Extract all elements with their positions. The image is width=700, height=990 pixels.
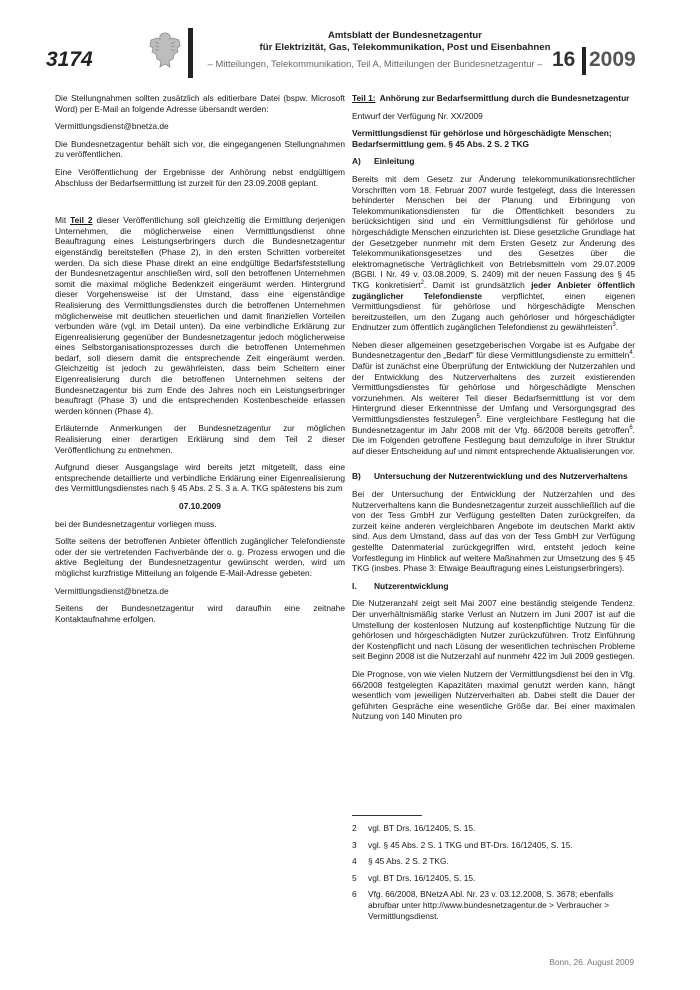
paragraph: Seitens der Bundesnetzagentur wird daraufhin eine zeitnahe Kontaktaufnahme erfolgen. <box>55 603 345 624</box>
section-heading-b <box>352 471 635 482</box>
deadline-date: 07.10.2009 <box>179 501 221 511</box>
issue-year: 2009 <box>589 48 636 71</box>
footnote <box>352 840 635 851</box>
right-column <box>352 93 635 729</box>
part-title: Anhörung zur Bedarfsermittlung durch die Bundesnetzagentur <box>379 93 630 103</box>
issue-number: 16 <box>552 48 576 71</box>
text: dieser Veröffentlichung soll gleichzeitig die Ermittlung derjenigen Unternehmen, die möglicherweise einen Vermittlungsdienst ohne Beauftragung eines Leistungserbringers durch die Bundesnetzagentur eigenständig bereitstellen (Phase 2), in den ersten Schritten vorbereitet werden. Da sich diese Phase direkt an eine endgültige Bedarfsfeststellung der Bundesnetzagentur anschließen wird, soll den betroffenen Unternehmen somit die maximal mögliche Bedenkzeit eingeräumt werden. Hintergrund dieser Vorgehensweise ist der Umstand, dass eine eigenständige Realisierung des Vermittlungsdienstes durch die betroffenen Unternehmen möglicherweise mit deutlichen steuerlichen und damit finanziellen Vorteilen verbunden wäre (vgl. im Detail unten). Da eine verbindliche Erklärung zur Eigenrealisierung gegenüber der Bundesnetzagentur jedoch möglicherweise eines Selbstorganisationsprozesses durch die betroffenen Unternehmen bedarf, soll diesem damit die entsprechende Zeit eingeräumt werden. Gleichzeitig ist jedoch zu gewährleisten, dass beim Scheitern einer Eigenrealisierung durch die betroffenen Unternehmen seitens der Bundesnetzagentur bis zum Ende des Jahres noch ein Leistungserbringer beauftragt (Phase 3) und die entsprechenden Kostenbescheide erlassen werden können (Phase 4). <box>55 215 345 416</box>
footnote-ref: 6 <box>629 424 633 431</box>
text: . Eine vergleichbare Festlegung hat die Bundesnetzagentur im Jahr 2008 mit der Vfg. 66/2008 bereits getroffen <box>352 414 635 435</box>
section-title: Einleitung <box>374 156 415 167</box>
footnote-text: vgl. BT Drs. 16/12405, S. 15. <box>368 823 476 833</box>
emphasis: jeder Anbieter öffentlich zugänglicher Telefondienste <box>352 279 635 301</box>
footnote-number: 4 <box>352 856 357 867</box>
gazette-title-line1: Amtsblatt der Bundesnetzagentur <box>327 30 483 41</box>
part-heading <box>352 93 635 104</box>
footnote-number: 3 <box>352 839 357 850</box>
email-address: Vermittlungsdienst@bnetza.de <box>55 121 169 132</box>
paragraph: Bereits mit dem Gesetz zur Änderung telekommunikationsrechtlicher Vorschriften vom 18. Februar 2007 wurde festgelegt, dass die Interessen behinderter Menschen bei der Planung und Erbringung von Telekommunikationsdiensten für die Öffentlichkeit besonders zu berücksichtigen sind und ein Vermittlungsdienst für gehörlose und hörgeschädigte Menschen einzurichten ist. Diese gesetzliche Grundlage hat der Gesetzgeber nunmehr mit dem Ersten Gesetz zur Änderung des Telekommunikationsgesetzes und des Gesetzes über die elektromagnetische Verträglichkeit von Betriebsmitteln vom 29.07.2009 (BGBl. I Nr. 49 v. 03.08.2009, S. 2409) mit der neuen Fassung des § 45 TKG konkretisiert$^2$. Damit ist grundsätzlich jeder Anbieter öffentlich zugänglicher Telefondienste verpflichtet, einen eigenen Vermittlungsdienst für gehörlose und hörgeschädigte Menschen bereitzustellen, um den Zugang auch gehörloser und hörgeschädigter Endnutzer zum öffentlich zugänglichen Telefondienst zu gewährleisten$^3$. <box>352 173 635 333</box>
decision-heading-line2: Bedarfsermittlung gem. § 45 Abs. 2 S. 2 TKG <box>352 138 530 149</box>
page-number: 3174 <box>46 48 93 71</box>
footnote <box>352 873 635 884</box>
email-address: Vermittlungsdienst@bnetza.de <box>55 585 169 596</box>
paragraph: Sollte seitens der betroffenen Anbieter öffentlich zugänglicher Telefondienste oder der sie vertretenden Fachverbände der o. g. Prozess erwogen und die aktive Begleitung der Bundesnetzagentur gewünscht werden, wird um möglichst kurzfristige Mitteilung an folgende E-Mail-Adresse gebeten: <box>55 536 345 578</box>
footnote-number: 2 <box>352 823 357 833</box>
footnote-number: 5 <box>352 872 357 883</box>
decision-heading-line1: Vermittlungsdienst für gehörlose und hörgeschädigte Menschen; <box>352 128 612 139</box>
section-label: A) <box>352 156 361 167</box>
paragraph: Die Bundesnetzagentur behält sich vor, die eingegangenen Stellungnahmen zu veröffentlichen. <box>55 138 345 160</box>
left-column <box>55 93 345 631</box>
text: Neben dieser allgemeinen gesetzgeberischen Vorgabe ist es Aufgabe der Bundesnetzagentur den „Bedarf" für diese Vermittlungsdienste zu ermitteln <box>352 339 635 361</box>
gazette-title-line2: für Elektrizität, Gas, Telekommunikation, Post und Eisenbahnen <box>259 42 551 53</box>
text: . Damit ist grundsätzlich <box>424 279 532 290</box>
decision-heading <box>352 128 635 149</box>
footnote <box>352 823 635 834</box>
footnotes <box>352 823 635 927</box>
paragraph: Die Prognose, von wie vielen Nutzern der Vermittlungsdienst bei den in Vfg. 66/2008 festgelegten Kapazitäten maximal genutzt werden kann, hängt wesentlich vom jeweiligen Nutzerverhalten ab. Dabei stellt die Dauer der geführten Gespräche eine wesentliche Größe dar. Bei einer maximalen Nutzung von 140 Minuten pro <box>352 668 635 722</box>
footnote <box>352 856 635 867</box>
paragraph: Die Stellungnahmen sollten zusätzlich als editierbare Datei (bspw. Microsoft Word) per E-Mail an folgende Adresse übersandt werden: <box>55 93 345 114</box>
footnote-text: vgl. § 45 Abs. 2 S. 1 TKG und BT-Drs. 16/12405, S. 15. <box>368 839 573 850</box>
part-label: Teil 1: <box>352 93 376 103</box>
footnote-text: vgl. BT Drs. 16/12405, S. 15. <box>368 872 476 883</box>
footnote-ref: 4 <box>629 350 633 357</box>
paragraph: Erläuternde Anmerkungen der Bundesnetzagentur zur möglichen Realisierung einer derartigen Erklärung sind dem Teil 2 dieser Veröffentlichung zu entnehmen. <box>55 423 345 455</box>
paragraph: Die Nutzeranzahl zeigt seit Mai 2007 eine beständig steigende Tendenz. Der unverhältnismäßig starke Verlust an Nutzern im Juni 2007 ist auf die Umstellung der kostenlosen Nutzung auf kostenpflichtige Nutzung für die gehörlosen und hörgeschädigten Nutzer zurückzuführen. Trotz Einführung der Kostenpflicht und nach Lösung der wesentlichen technischen Probleme seit Beginn 2008 ist die Nutzerzahl auf nunmehr 422 im Juli 2009 gestiegen. <box>352 598 635 662</box>
section-label: B) <box>352 471 361 482</box>
paragraph <box>55 215 345 416</box>
paragraph: Aufgrund dieser Ausgangslage wird bereits jetzt mitgeteilt, dass eine entsprechende detaillierte und verbindliche Erklärung einer Eigenrealisierung des Vermittlungsdienstes nach § 45 Abs. 2 S. 3 a. A. TKG spätestens bis zum <box>55 462 345 494</box>
footnote-number: 6 <box>352 889 357 900</box>
section-title: Nutzerentwicklung <box>374 580 449 591</box>
footnote-ref: 3 <box>612 322 616 329</box>
issue-divider <box>582 47 586 75</box>
header-divider <box>188 28 193 78</box>
footnote-ref: 2 <box>420 280 424 287</box>
text: . Die im Folgenden getroffene Festlegung baut demzufolge in ihrer Struktur auf dieser Entscheidung auf und nimmt entsprechende Aktualisierungen vor. <box>352 424 635 456</box>
draft-number: Entwurf der Verfügung Nr. XX/2009 <box>352 110 483 121</box>
paragraph: Eine Veröffentlichung der Ergebnisse der Anhörung nebst endgültigem Abschluss der Bedarfsermittlung ist zurzeit für den 23.09.2008 geplant. <box>55 166 345 188</box>
section-title: Untersuchung der Nutzerentwicklung und des Nutzerverhaltens <box>374 471 628 482</box>
paragraph: Bei der Untersuchung der Entwicklung der Nutzerzahlen und des Nutzerverhaltens kann die Bundesnetzagentur zurzeit ausschließlich auf die von der Tess GmbH zur Verfügung gestellten Daten zurückgreifen, da zurzeit keine anderen vergleichbaren Angebote im deutschen Markt aktiv sind. Aus dem Umstand, dass auf das von der Tess GmbH zur Verfügung gestellte Datenmaterial zurückgegriffen wird, entsteht jedoch keine Vorfestlegung im Hinblick auf weitere Maßnahmen zur Umsetzung des § 45 TKG (insbes. Phase 3: Etwaige Beauftragung eines Leistungserbringers). <box>352 489 635 574</box>
footnote-ref: 5 <box>476 414 480 421</box>
footnote-divider <box>352 815 422 816</box>
text: Mit <box>55 215 71 226</box>
gazette-title <box>200 30 610 54</box>
footnote <box>352 889 635 921</box>
page-footer: Bonn, 26. August 2009 <box>549 957 634 967</box>
paragraph: bei der Bundesnetzagentur vorliegen muss. <box>55 518 217 529</box>
text: Bereits mit dem Gesetz zur Änderung telekommunikationsrechtlicher Vorschriften vom 18. Februar 2007 wurde festgelegt, dass die Interessen behinderter Menschen bei der Planung und Erbringung von Telekommunikationsdiensten für die Öffentlichkeit besonders zu berücksichtigen sind und ein Vermittlungsdienst für gehörlose und hörgeschädigte Menschen einzurichten ist. Diese gesetzliche Grundlage hat der Gesetzgeber nunmehr mit dem Ersten Gesetz zur Änderung des Telekommunikationsgesetzes und des Gesetzes über die elektromagnetische Verträglichkeit von Betriebsmitteln vom 29.07.2009 (BGBl. I Nr. 49 v. 03.08.2009, S. 2409) mit der neuen Fassung des § 45 TKG konkretisiert <box>352 173 635 290</box>
footnote-text: Vfg. 66/2008, BNetzA Abl. Nr. 23 v. 03.12.2008, S. 3678; ebenfalls abrufbar unter http://www.bundesnetzagentur.de > Verbraucher > Vermittlungsdienst. <box>368 889 614 921</box>
federal-eagle-icon <box>148 30 182 70</box>
text: . Dafür ist zunächst eine Überprüfung der Entwicklung der Nutzerzahlen und der Entwicklung des Nutzerverhaltens des zurzeit existierenden Vermittlungsdienstes für gehörlose und hörgeschädigte Menschen vorzunehmen. Als weiterer Teil dieser Bedarfsermittlung ist vor dem Hintergrund dieser Erkenntnisse der Umfang und Versorgungsgrad des Vermittlungsdienstes festzulegen <box>352 350 635 425</box>
text: verpflichtet, einen eigenen Vermittlungsdienst für gehörlose und hörgeschädigte Menschen bereitzustellen, um den Zugang auch gehörloser und hörgeschädigter Endnutzer zum öffentlich zugänglichen Telefondienst zu gewährleisten <box>352 290 635 333</box>
section-heading-a <box>352 156 635 167</box>
section-label: I. <box>352 580 357 591</box>
footnote-text: § 45 Abs. 2 S. 2 TKG. <box>368 856 449 867</box>
gazette-subtitle: – Mitteilungen, Telekommunikation, Teil A, Mitteilungen der Bundesnetzagentur – <box>207 58 543 69</box>
teil-2-reference: Teil 2 <box>70 215 93 226</box>
paragraph <box>352 340 635 457</box>
section-heading-i <box>352 581 635 592</box>
